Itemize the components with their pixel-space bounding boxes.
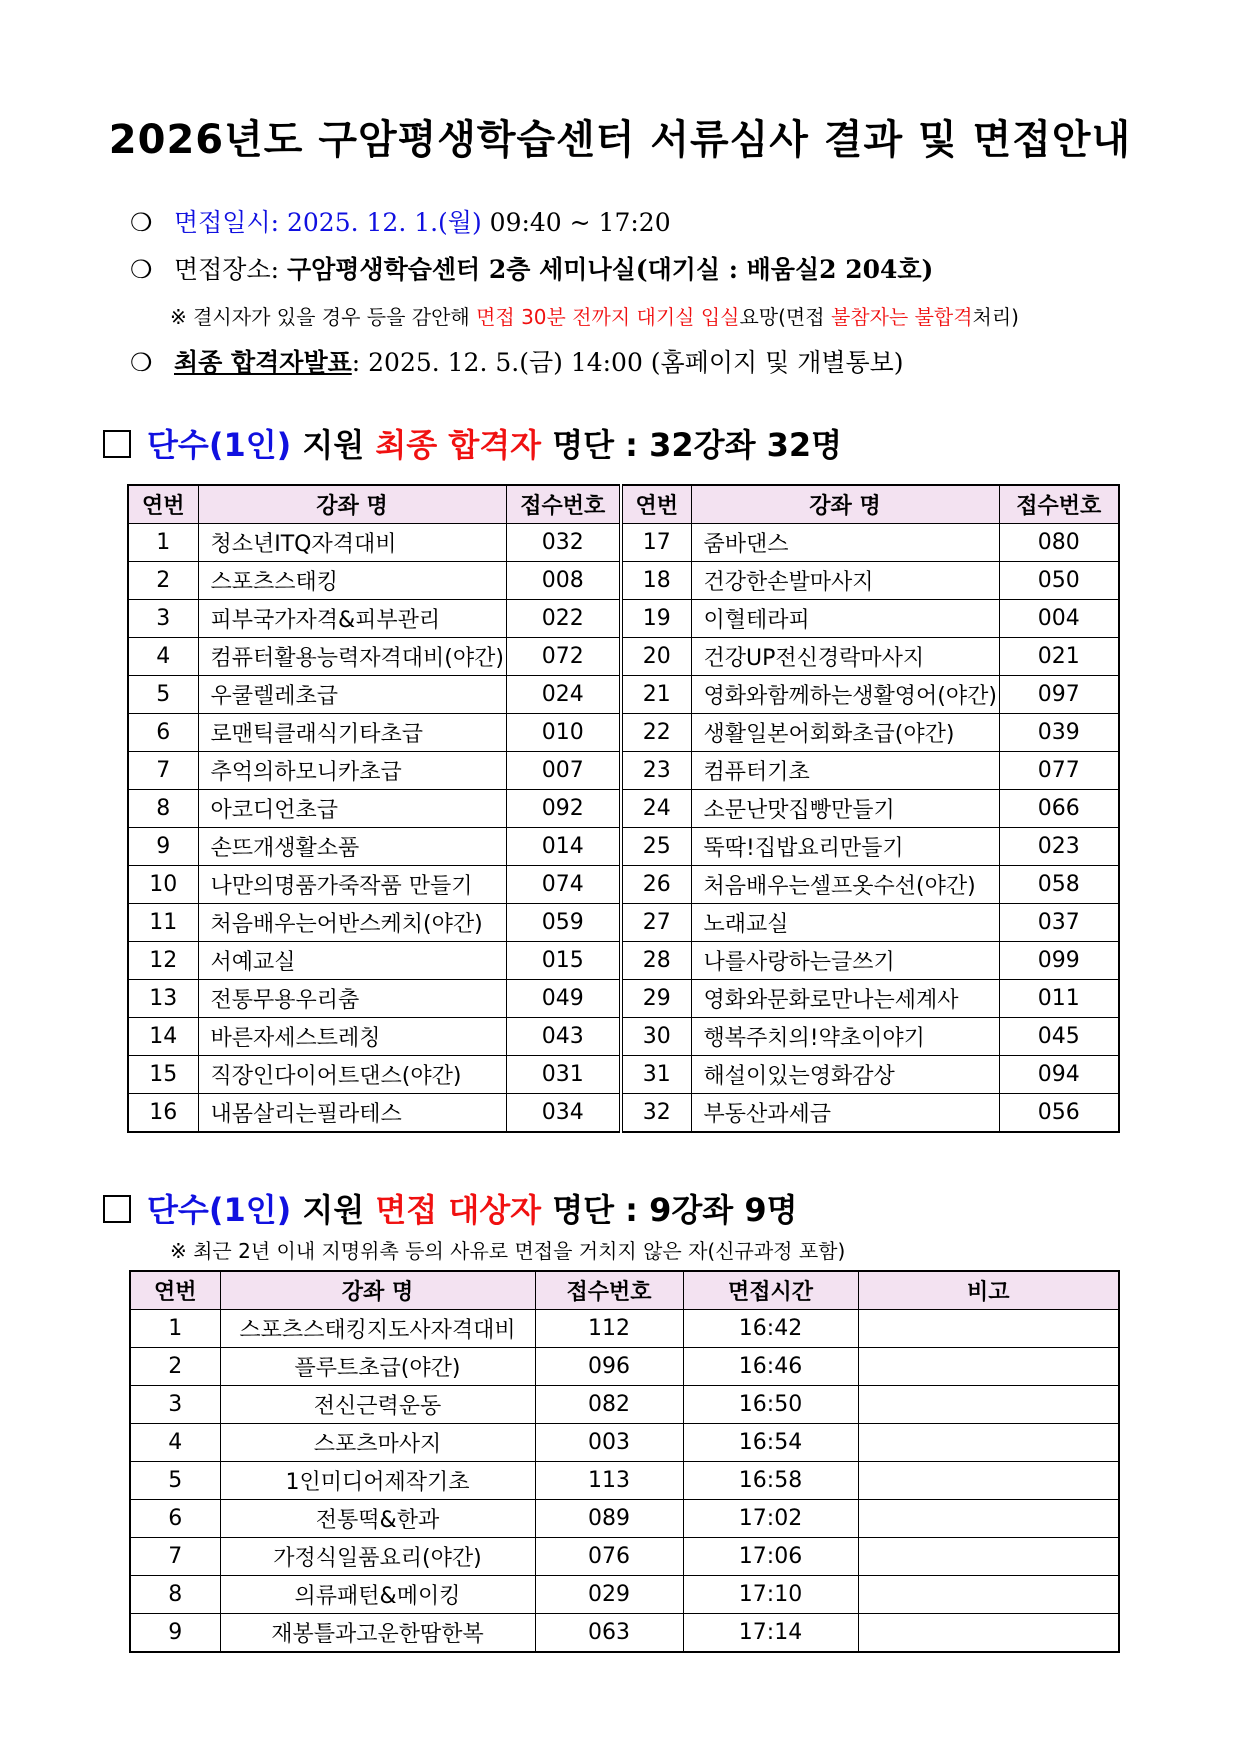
absence-note <box>170 301 1019 330</box>
cell-course: 재봉틀과고운한땀한복 <box>220 1614 535 1653</box>
cell-course: 스포츠스태킹지도사자격대비 <box>220 1310 535 1348</box>
cell-receipt: 034 <box>506 1094 621 1133</box>
cell-course: 직장인다이어트댄스(야간) <box>198 1056 506 1094</box>
cell-receipt: 045 <box>999 1018 1119 1056</box>
cell-no: 26 <box>621 866 691 904</box>
cell-receipt: 011 <box>999 980 1119 1018</box>
heading-interview-targets: 면접 대상자 <box>375 1191 542 1229</box>
cell-no: 19 <box>621 600 691 638</box>
interview-targets-table <box>129 1270 1120 1653</box>
table-row <box>128 600 1119 638</box>
cell-interview-time: 16:42 <box>683 1310 858 1348</box>
table-row <box>130 1462 1119 1500</box>
table-row <box>128 790 1119 828</box>
interview-place-label: 면접장소: <box>174 255 280 284</box>
cell-receipt: 097 <box>999 676 1119 714</box>
interview-time-value: 09:40 ~ 17:20 <box>489 208 671 237</box>
cell-course: 청소년ITQ자격대비 <box>198 524 506 562</box>
cell-receipt: 004 <box>999 600 1119 638</box>
note-highlight-arrival: 면접 30분 전까지 대기실 입실 <box>476 305 740 329</box>
cell-no: 1 <box>130 1310 220 1348</box>
table-row <box>130 1500 1119 1538</box>
cell-interview-time: 17:14 <box>683 1614 858 1653</box>
cell-receipt: 058 <box>999 866 1119 904</box>
cell-no: 17 <box>621 524 691 562</box>
cell-no: 31 <box>621 1056 691 1094</box>
table-row <box>128 1018 1119 1056</box>
interview-date-label: 면접일시: <box>174 208 280 237</box>
cell-no: 3 <box>128 600 198 638</box>
cell-receipt: 063 <box>535 1614 683 1653</box>
cell-receipt: 050 <box>999 562 1119 600</box>
cell-no: 9 <box>130 1614 220 1653</box>
cell-course: 아코디언초급 <box>198 790 506 828</box>
cell-no: 11 <box>128 904 198 942</box>
note-highlight-fail: 불참자는 불합격 <box>830 305 973 329</box>
interview-date-value: 2025. 12. 1.(월) <box>286 208 482 237</box>
section-final-heading <box>103 420 842 466</box>
cell-receipt: 066 <box>999 790 1119 828</box>
heading-apply: 지원 <box>302 1191 365 1229</box>
col-header-no: 연번 <box>621 485 691 524</box>
cell-course: 처음배우는셀프옷수선(야간) <box>691 866 999 904</box>
col-header-receipt: 접수번호 <box>999 485 1119 524</box>
cell-no: 24 <box>621 790 691 828</box>
cell-no: 9 <box>128 828 198 866</box>
cell-no: 3 <box>130 1386 220 1424</box>
cell-no: 32 <box>621 1094 691 1133</box>
table-row <box>130 1614 1119 1653</box>
cell-course: 부동산과세금 <box>691 1094 999 1133</box>
table-row <box>128 524 1119 562</box>
cell-receipt: 113 <box>535 1462 683 1500</box>
cell-no: 13 <box>128 980 198 1018</box>
table-row <box>128 638 1119 676</box>
final-announcement-value: : 2025. 12. 5.(금) 14:00 (홈페이지 및 개별통보) <box>351 348 904 377</box>
table-row <box>128 828 1119 866</box>
cell-no: 28 <box>621 942 691 980</box>
heading-single-applicant: 단수(1인) <box>147 1191 292 1229</box>
col-header-no: 연번 <box>128 485 198 524</box>
table-row <box>130 1310 1119 1348</box>
table-row <box>128 1094 1119 1133</box>
cell-receipt: 043 <box>506 1018 621 1056</box>
cell-remarks <box>858 1348 1119 1386</box>
cell-receipt: 031 <box>506 1056 621 1094</box>
note-prefix: ※ 결시자가 있을 경우 등을 감안해 <box>170 305 470 329</box>
cell-receipt: 099 <box>999 942 1119 980</box>
table-row <box>128 714 1119 752</box>
cell-no: 23 <box>621 752 691 790</box>
cell-receipt: 059 <box>506 904 621 942</box>
cell-receipt: 021 <box>999 638 1119 676</box>
cell-course: 영화와문화로만나는세계사 <box>691 980 999 1018</box>
cell-receipt: 037 <box>999 904 1119 942</box>
cell-interview-time: 17:10 <box>683 1576 858 1614</box>
table-row <box>128 562 1119 600</box>
table-header-row <box>128 485 1119 524</box>
cell-course: 컴퓨터활용능력자격대비(야간) <box>198 638 506 676</box>
cell-no: 8 <box>128 790 198 828</box>
cell-receipt: 039 <box>999 714 1119 752</box>
cell-receipt: 094 <box>999 1056 1119 1094</box>
table-header-row <box>130 1271 1119 1310</box>
cell-course: 나만의명품가죽작품 만들기 <box>198 866 506 904</box>
cell-remarks <box>858 1576 1119 1614</box>
cell-course: 손뜨개생활소품 <box>198 828 506 866</box>
final-announcement-line <box>130 343 904 379</box>
cell-course: 전통무용우리춤 <box>198 980 506 1018</box>
cell-receipt: 089 <box>535 1500 683 1538</box>
cell-receipt: 096 <box>535 1348 683 1386</box>
cell-receipt: 112 <box>535 1310 683 1348</box>
col-header-course: 강좌 명 <box>220 1271 535 1310</box>
interview-place-value: 구암평생학습센터 2층 세미나실(대기실 : 배움실2 204호) <box>286 255 934 284</box>
cell-no: 15 <box>128 1056 198 1094</box>
cell-course: 생활일본어회화초급(야간) <box>691 714 999 752</box>
checkbox-square-icon <box>103 1195 131 1223</box>
cell-no: 6 <box>128 714 198 752</box>
cell-remarks <box>858 1386 1119 1424</box>
col-header-course: 강좌 명 <box>691 485 999 524</box>
table-row <box>130 1424 1119 1462</box>
cell-course: 바른자세스트레칭 <box>198 1018 506 1056</box>
table-row <box>130 1386 1119 1424</box>
note-suffix: 처리) <box>972 305 1019 329</box>
heading-single-applicant: 단수(1인) <box>147 426 292 464</box>
table-row <box>128 866 1119 904</box>
cell-course: 의류패턴&메이킹 <box>220 1576 535 1614</box>
cell-receipt: 077 <box>999 752 1119 790</box>
bullet-icon: ❍ <box>130 208 153 237</box>
final-announcement-label: 최종 합격자발표 <box>174 348 352 377</box>
col-header-receipt: 접수번호 <box>535 1271 683 1310</box>
cell-no: 21 <box>621 676 691 714</box>
cell-course: 해설이있는영화감상 <box>691 1056 999 1094</box>
cell-interview-time: 16:46 <box>683 1348 858 1386</box>
checkbox-square-icon <box>103 430 131 458</box>
table-row <box>128 676 1119 714</box>
cell-interview-time: 16:50 <box>683 1386 858 1424</box>
cell-course: 전통떡&한과 <box>220 1500 535 1538</box>
cell-receipt: 056 <box>999 1094 1119 1133</box>
cell-remarks <box>858 1538 1119 1576</box>
cell-no: 10 <box>128 866 198 904</box>
table-row <box>130 1576 1119 1614</box>
interview-date-line <box>130 203 671 239</box>
cell-receipt: 015 <box>506 942 621 980</box>
cell-no: 8 <box>130 1576 220 1614</box>
cell-course: 노래교실 <box>691 904 999 942</box>
table-row <box>128 752 1119 790</box>
interview-place-line <box>130 250 933 286</box>
cell-receipt: 024 <box>506 676 621 714</box>
heading-apply: 지원 <box>302 426 365 464</box>
table-row <box>128 942 1119 980</box>
cell-course: 스포츠마사지 <box>220 1424 535 1462</box>
cell-no: 6 <box>130 1500 220 1538</box>
cell-remarks <box>858 1424 1119 1462</box>
cell-no: 1 <box>128 524 198 562</box>
col-header-remarks: 비고 <box>858 1271 1119 1310</box>
table-row <box>128 1056 1119 1094</box>
page-title: 2026년도 구암평생학습센터 서류심사 결과 및 면접안내 <box>108 117 1132 163</box>
cell-interview-time: 17:02 <box>683 1500 858 1538</box>
cell-no: 18 <box>621 562 691 600</box>
table-row <box>128 904 1119 942</box>
heading-count: 명단 : 32강좌 32명 <box>552 426 843 464</box>
cell-course: 영화와함께하는생활영어(야간) <box>691 676 999 714</box>
cell-no: 16 <box>128 1094 198 1133</box>
cell-receipt: 023 <box>999 828 1119 866</box>
cell-course: 소문난맛집빵만들기 <box>691 790 999 828</box>
col-header-course: 강좌 명 <box>198 485 506 524</box>
cell-receipt: 032 <box>506 524 621 562</box>
cell-no: 4 <box>130 1424 220 1462</box>
cell-course: 줌바댄스 <box>691 524 999 562</box>
cell-course: 컴퓨터기초 <box>691 752 999 790</box>
cell-receipt: 072 <box>506 638 621 676</box>
cell-receipt: 076 <box>535 1538 683 1576</box>
final-passers-table <box>127 484 1120 1133</box>
cell-course: 로맨틱클래식기타초급 <box>198 714 506 752</box>
cell-receipt: 010 <box>506 714 621 752</box>
note-middle: 요망(면접 <box>739 305 825 329</box>
cell-receipt: 082 <box>535 1386 683 1424</box>
cell-no: 2 <box>128 562 198 600</box>
cell-remarks <box>858 1500 1119 1538</box>
cell-receipt: 049 <box>506 980 621 1018</box>
cell-course: 건강UP전신경락마사지 <box>691 638 999 676</box>
cell-course: 가정식일품요리(야간) <box>220 1538 535 1576</box>
cell-receipt: 074 <box>506 866 621 904</box>
table-row <box>128 980 1119 1018</box>
cell-no: 12 <box>128 942 198 980</box>
cell-course: 건강한손발마사지 <box>691 562 999 600</box>
cell-interview-time: 16:58 <box>683 1462 858 1500</box>
cell-receipt: 080 <box>999 524 1119 562</box>
cell-no: 2 <box>130 1348 220 1386</box>
cell-no: 20 <box>621 638 691 676</box>
cell-remarks <box>858 1614 1119 1653</box>
cell-interview-time: 16:54 <box>683 1424 858 1462</box>
cell-no: 14 <box>128 1018 198 1056</box>
cell-interview-time: 17:06 <box>683 1538 858 1576</box>
section-interview-heading <box>103 1185 798 1231</box>
cell-course: 나를사랑하는글쓰기 <box>691 942 999 980</box>
cell-receipt: 008 <box>506 562 621 600</box>
cell-remarks <box>858 1310 1119 1348</box>
cell-receipt: 014 <box>506 828 621 866</box>
cell-course: 우쿨렐레초급 <box>198 676 506 714</box>
cell-receipt: 022 <box>506 600 621 638</box>
cell-course: 내몸살리는필라테스 <box>198 1094 506 1133</box>
cell-receipt: 003 <box>535 1424 683 1462</box>
cell-no: 25 <box>621 828 691 866</box>
bullet-icon: ❍ <box>130 255 153 284</box>
cell-no: 7 <box>130 1538 220 1576</box>
cell-course: 스포츠스태킹 <box>198 562 506 600</box>
cell-no: 5 <box>128 676 198 714</box>
col-header-interview-time: 면접시간 <box>683 1271 858 1310</box>
cell-course: 플루트초급(야간) <box>220 1348 535 1386</box>
cell-receipt: 029 <box>535 1576 683 1614</box>
cell-receipt: 092 <box>506 790 621 828</box>
col-header-receipt: 접수번호 <box>506 485 621 524</box>
cell-course: 서예교실 <box>198 942 506 980</box>
cell-no: 4 <box>128 638 198 676</box>
table-row <box>130 1538 1119 1576</box>
cell-course: 이혈테라피 <box>691 600 999 638</box>
cell-course: 처음배우는어반스케치(야간) <box>198 904 506 942</box>
cell-receipt: 007 <box>506 752 621 790</box>
table-row <box>130 1348 1119 1386</box>
cell-no: 22 <box>621 714 691 752</box>
cell-course: 전신근력운동 <box>220 1386 535 1424</box>
cell-course: 추억의하모니카초급 <box>198 752 506 790</box>
heading-count: 명단 : 9강좌 9명 <box>552 1191 798 1229</box>
cell-no: 27 <box>621 904 691 942</box>
col-header-no: 연번 <box>130 1271 220 1310</box>
heading-final-passers: 최종 합격자 <box>375 426 542 464</box>
interview-exempt-note: ※ 최근 2년 이내 지명위촉 등의 사유로 면접을 거치지 않은 자(신규과정 포함) <box>170 1239 846 1263</box>
cell-no: 5 <box>130 1462 220 1500</box>
cell-course: 뚝딱!집밥요리만들기 <box>691 828 999 866</box>
cell-course: 행복주치의!약초이야기 <box>691 1018 999 1056</box>
cell-course: 1인미디어제작기초 <box>220 1462 535 1500</box>
bullet-icon: ❍ <box>130 348 153 377</box>
cell-no: 30 <box>621 1018 691 1056</box>
cell-remarks <box>858 1462 1119 1500</box>
cell-no: 7 <box>128 752 198 790</box>
cell-course: 피부국가자격&피부관리 <box>198 600 506 638</box>
cell-no: 29 <box>621 980 691 1018</box>
